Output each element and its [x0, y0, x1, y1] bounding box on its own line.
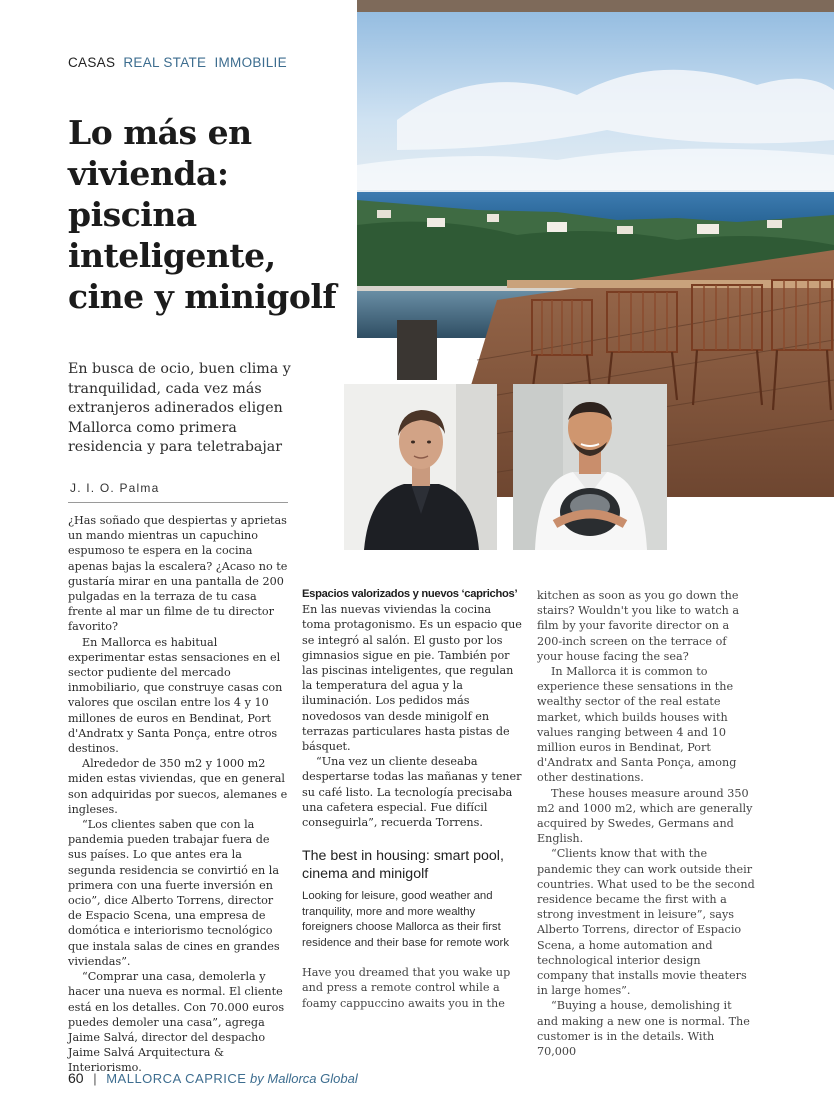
page-footer [68, 1070, 358, 1086]
english-lead: Looking for leisure, good weather and tranquility, more and more wealthy foreigners choose Mallorca as their first residence and their base for remote work [302, 890, 510, 949]
english-headline: The best in housing: smart pool, cinema and minigolf [302, 848, 504, 882]
author-byline: J. I. O. Palma [70, 481, 160, 495]
byline-divider [68, 502, 288, 503]
paragraph: Alrededor de 350 m2 y 1000 m2 miden estas viviendas, que en general son adquiridas por suecos, alemanes e ingleses. [68, 757, 288, 816]
magazine-name: MALLORCA CAPRICE [106, 1071, 247, 1086]
paragraph: In Mallorca it is common to experience these sensations in the wealthy sector of the real estate market, which builds houses with values ranging between 4 and 10 million euros in Bendinat, Port d'Andratx and Santa Ponça, among other destinations. [537, 665, 737, 785]
paragraph: “Una vez un cliente deseaba despertarse todas las mañanas y tener su café listo. La tecnología precisaba una cafetera especial. Fue difícil conseguirla”, recuerda Torrens. [302, 755, 522, 830]
article-column-2 [302, 587, 522, 1011]
paragraph: Have you dreamed that you wake up and press a remote control while a foamy cappuccino awaits you in the [302, 966, 511, 1010]
paragraph: kitchen as soon as you go down the stairs? Wouldn't you like to watch a film by your favorite director on a 200-inch screen on the terrace of your house facing the sea? [537, 589, 740, 663]
paragraph: “Los clientes saben que con la pandemia pueden trabajar fuera de sus países. Lo que antes era la segunda residencia se convirtió en la primera con una fuerte inversión en ocio”, dice Alberto Torrens, director de Espacio Scena, una empresa de domótica e interiorismo tecnológico que instala salas de cines en grandes viviendas”. [68, 818, 280, 968]
page-number: 60 [68, 1070, 84, 1086]
portrait-jaime-salva [344, 384, 497, 550]
article-lead: En busca de ocio, buen clima y tranquilidad, cada vez más extranjeros adinerados eligen Mallorca como primera residencia y para teletrabajar [68, 361, 291, 455]
paragraph: ¿Has soñado que despiertas y aprietas un mando mientras un capuchino espumoso te espera en la cocina apenas bajas la escalera? ¿Acaso no te gustaría mirar en una pantalla de 200 pulgadas en la terraza de tu casa frente al mar un filme de tu director favorito? [68, 514, 288, 634]
article-column-3 [537, 588, 755, 1059]
paragraph: “Comprar una casa, demolerla y hacer una nueva es normal. El cliente está en los detalles. Con 70.000 euros puedes demoler una casa”, agrega Jaime Salvá, director del despacho Jaime Salvá Arquitectura & Interiorismo. [68, 970, 285, 1075]
paragraph: These houses measure around 350 m2 and 1000 m2, which are generally acquired by Swedes, Germans and English. [537, 786, 753, 846]
section-tag [68, 55, 287, 70]
section-tag-real-state: REAL STATE [123, 55, 207, 70]
section-tag-casas: CASAS [68, 55, 116, 70]
article-column-1 [68, 513, 290, 1076]
publisher-credit: by Mallorca Global [250, 1071, 358, 1086]
subheading-spanish: Espacios valorizados y nuevos ‘caprichos’ [302, 588, 518, 600]
paragraph: En Mallorca es habitual experimentar estas sensaciones en el sector pudiente del mercado inmobiliario, que construye casas con valores que oscilan entre los 4 y 10 millones de euros en Bendinat, Port d'Andratx y Santa Ponça, entre otros destinos. [68, 635, 283, 756]
paragraph: “Buying a house, demolishing it and making a new one is normal. The customer is in the details. With 70,000 [537, 999, 750, 1059]
article-headline: Lo más en vivienda: piscina inteligente, cine y minigolf [68, 113, 337, 316]
portrait-alberto-torrens [513, 384, 667, 550]
footer-separator: | [93, 1071, 97, 1086]
paragraph: En las nuevas viviendas la cocina toma protagonismo. Es un espacio que se integró al salón. El gusto por los gimnasios sigue en pie. También por las piscinas inteligentes, que regulan la temperatura del agua y la iluminación. Los pedidos más novedosos van desde minigolf en terrazas particulares hasta pistas de básquet. [302, 603, 522, 754]
section-tag-immobilie: IMMOBILIE [214, 55, 287, 70]
paragraph: “Clients know that with the pandemic they can work outside their countries. What used to be the second residence became the first with a strong investment in leisure”, says Alberto Torrens, director of Espacio Scena, a home automation and technological interior design company that installs movie theaters in large homes”. [537, 847, 755, 998]
